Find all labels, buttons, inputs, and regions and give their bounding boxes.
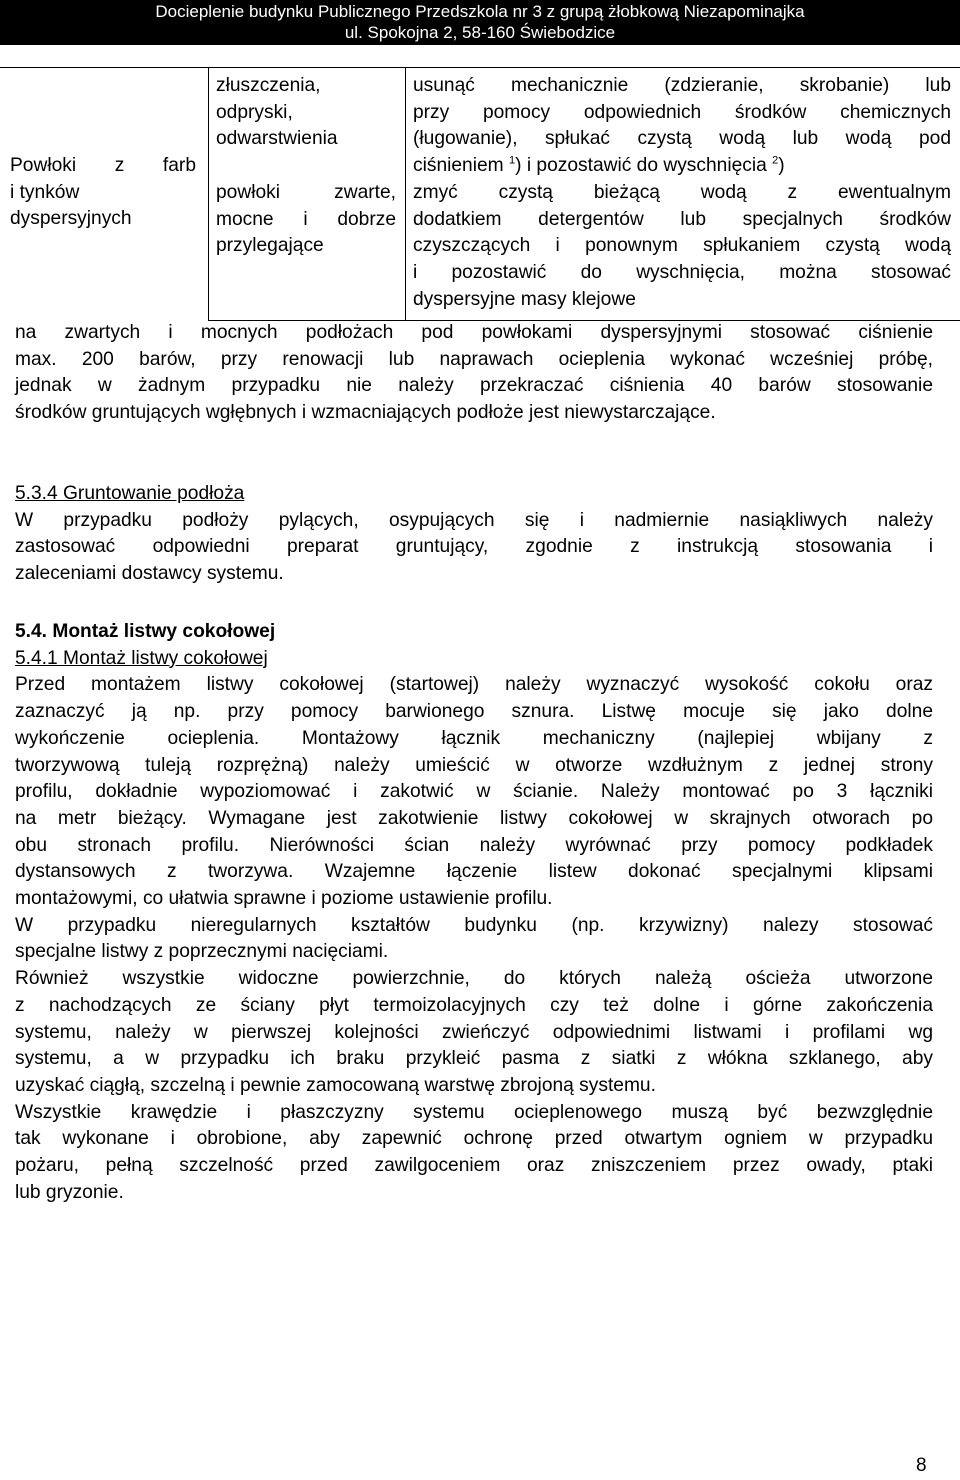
- action-line: ciśnieniem $^1$) i pozostawić do wyschnięcia $^2$): [413, 154, 785, 177]
- text-line: Również wszystkie widoczne powierzchnie, do których należą ościeża utworzone: [15, 968, 933, 990]
- subsection-heading: 5.4.1 Montaż listwy cokołowej: [15, 647, 268, 669]
- table-col-divider-1: [208, 67, 209, 320]
- table-condition-cell: [216, 180, 396, 260]
- section-heading: 5.3.4 Gruntowanie podłoża: [15, 483, 245, 504]
- footnote-ref: 2: [772, 154, 779, 167]
- text-line: uzyskać ciągłą, szczelną i pewnie zamocowaną warstwę zbrojoną systemu.: [15, 1074, 656, 1096]
- category-line: Powłoki z farb: [10, 155, 196, 176]
- text-line: tworzywową tuleją rozprężną) należy umieścić w otworze wzdłużnym z jednej strony: [15, 754, 933, 776]
- text-line: montażowymi, co ułatwia sprawne i poziome ustawienie profilu.: [15, 888, 553, 910]
- footnote-ref: 1: [508, 154, 516, 167]
- action-line: dodatkiem detergentów lub specjalnych środków: [413, 208, 951, 230]
- action-line: czyszczących i ponownym spłukaniem czystą wodą: [413, 235, 951, 257]
- text-line: środków gruntujących wgłębnych i wzmacniających podłoże jest niewystarczające.: [15, 402, 716, 424]
- condition-line: powłoki zwarte,: [216, 182, 396, 203]
- text-line: jednak w żadnym przypadku nie należy przekraczać ciśnienia 40 barów stosowanie: [15, 375, 933, 397]
- text-line: systemu, a w przypadku ich braku przykleić pasma z siatki z włókna szklanego, aby: [15, 1048, 933, 1070]
- paragraph: [15, 966, 933, 1100]
- text-line: max. 200 barów, przy renowacji lub naprawach ocieplenia wykonać wcześniej próbę,: [15, 348, 933, 370]
- text-line: z nachodzących ze ściany płyt termoizolacyjnych czy też dolne i górne zakończenia: [15, 994, 933, 1016]
- header-title: Docieplenie budynku Publicznego Przedszkola nr 3 z grupą żłobkową Niezapominajka: [155, 2, 805, 21]
- text-line: systemu, należy w pierwszej kolejności zwieńczyć odpowiednimi listwami i profilami wg: [15, 1021, 933, 1043]
- text-line: pożaru, pełną szczelność przed zawilgoceniem oraz zniszczeniem przez owady, ptaki: [15, 1155, 933, 1177]
- paragraph: [15, 913, 933, 966]
- section-heading: 5.4. Montaż listwy cokołowej: [15, 621, 276, 642]
- paragraph: [15, 1100, 933, 1207]
- table-category-cell: [10, 153, 196, 233]
- action-line: dyspersyjne masy klejowe: [413, 288, 636, 310]
- table-action-cell: [413, 180, 951, 314]
- text-line: W przypadku podłoży pylących, osypujących się i nadmiernie nasiąkliwych należy: [15, 509, 933, 531]
- header-address: ul. Spokojna 2, 58-160 Świebodzice: [344, 23, 616, 42]
- action-line: zmyć czystą bieżącą wodą z ewentualnym: [413, 182, 951, 203]
- text-line: zaleceniami dostawcy systemu.: [15, 563, 284, 585]
- page-number: 8: [916, 1455, 927, 1476]
- text-line: specjalne listwy z poprzecznymi nacięciami.: [15, 941, 389, 963]
- text-line: na metr bieżący. Wymagane jest zakotwienie listwy cokołowej w skrajnych otworach po: [15, 807, 933, 829]
- condition-line: odwarstwienia: [216, 128, 338, 150]
- text-line: tak wykonane i obrobione, aby zapewnić ochronę przed otwartym ogniem w przypadku: [15, 1128, 933, 1150]
- condition-line: przylegające: [216, 235, 324, 257]
- condition-line: odpryski,: [216, 101, 293, 123]
- text-line: zastosować odpowiedni preparat gruntujący, zgodnie z instrukcją stosowania i: [15, 536, 933, 558]
- text-line: profilu, dokładnie wypoziomować i zakotwić w ścianie. Należy montować po 3 łączniki: [15, 781, 933, 803]
- document-header: [0, 0, 960, 45]
- condition-line: mocne i dobrze: [216, 208, 396, 230]
- text-line: Wszystkie krawędzie i płaszczyzny systemu ocieplenowego muszą być bezwzględnie: [15, 1101, 933, 1123]
- action-line: przy pomocy odpowiednich środków chemicznych: [413, 101, 951, 123]
- paragraph: [15, 672, 933, 912]
- text-line: Przed montażem listwy cokołowej (startowej) należy wyznaczyć wysokość cokołu oraz: [15, 674, 933, 696]
- category-line: i tynków: [10, 181, 80, 203]
- table-top-border: [0, 67, 960, 68]
- table-col-divider-2: [405, 67, 406, 320]
- text-line: wykończenie ocieplenia. Montażowy łącznik mechaniczny (najlepiej wbijany z: [15, 727, 933, 749]
- text-line: lub gryzonie.: [15, 1181, 124, 1203]
- text-line: zaznaczyć ją np. przy pomocy barwionego sznura. Listwę mocuje się jako dolne: [15, 701, 933, 723]
- section-5-3-4: [15, 481, 933, 588]
- action-line: (ługowanie), spłukać czystą wodą lub wodą pod: [413, 128, 951, 150]
- text-line: na zwartych i mocnych podłożach pod powłokami dyspersyjnymi stosować ciśnienie: [15, 322, 933, 343]
- condition-line: złuszczenia,: [216, 75, 321, 96]
- action-line: i pozostawić do wyschnięcia, można stosować: [413, 262, 951, 284]
- table-condition-cell: [216, 73, 396, 153]
- text-line: obu stronach profilu. Nierówności ścian należy wyrównać przy pomocy podkładek: [15, 834, 933, 856]
- text-line: dystansowych z tworzywa. Wzajemne łączenie listew dokonać specjalnymi klipsami: [15, 861, 933, 883]
- action-line: usunąć mechanicznie (zdzieranie, skrobanie) lub: [413, 75, 951, 96]
- category-line: dyspersyjnych: [10, 208, 132, 230]
- intro-paragraph: [15, 320, 933, 427]
- text-line: W przypadku nieregularnych kształtów budynku (np. krzywizny) nalezy stosować: [15, 914, 933, 936]
- section-5-4: [15, 619, 933, 1206]
- table-action-cell: [413, 73, 951, 180]
